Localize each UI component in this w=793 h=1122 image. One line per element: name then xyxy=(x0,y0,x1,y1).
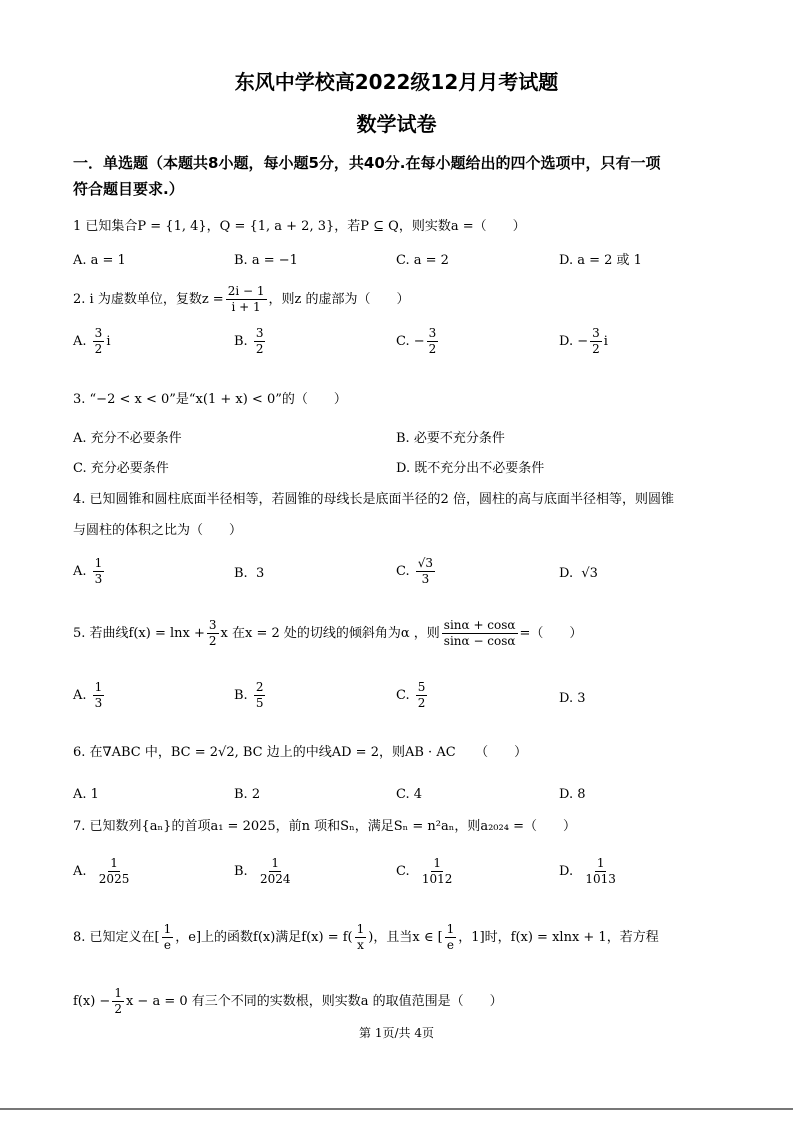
question-1-stem: 1 已知集合P = {1, 4}，Q = {1, a + 2, 3}，若P ⊆ Q，则实数a =（ ） xyxy=(73,219,526,234)
question-2-fraction xyxy=(226,284,267,315)
question-5-stem-part-a: 5. 若曲线f(x) = lnx + xyxy=(73,626,205,641)
question-5-stem-part-b: x 在x = 2 处的切线的倾斜角为α ，则 xyxy=(220,626,440,641)
fraction-den: 2 xyxy=(114,1002,122,1016)
page-bottom-divider xyxy=(0,1108,793,1110)
option-suffix: i xyxy=(603,334,608,349)
option-label: C. xyxy=(396,564,410,579)
question-4-option-d xyxy=(559,565,598,583)
option-fraction xyxy=(416,680,428,711)
option-text: √3 xyxy=(581,566,598,581)
fraction-num: 3 xyxy=(208,618,217,632)
option-label: A. xyxy=(73,864,87,879)
question-2-stem-part-b: ，则z 的虚部为（ ） xyxy=(268,292,410,307)
option-text: 3 xyxy=(255,566,265,581)
question-2-option-d xyxy=(559,326,608,357)
option-label: A. xyxy=(73,334,87,349)
question-3-option-c: C. 充分必要条件 xyxy=(73,461,169,476)
question-7-option-b xyxy=(234,856,295,887)
question-6-option-a: A. 1 xyxy=(73,787,99,802)
option-fraction-num: 1 xyxy=(596,856,605,870)
question-3-stem: 3. “−2 < x < 0”是“x(1 + x) < 0”的（ ） xyxy=(73,392,347,407)
option-fraction-den: 1012 xyxy=(421,872,453,886)
question-6-option-c: C. 4 xyxy=(396,787,423,802)
question-1-option-b: B. a = −1 xyxy=(234,253,298,268)
option-fraction xyxy=(420,856,455,887)
fraction-den: e xyxy=(163,938,171,952)
question-2-stem xyxy=(73,284,409,315)
question-3-option-d: D. 既不充分出不必要条件 xyxy=(396,461,545,476)
question-5-fraction-1 xyxy=(207,618,219,649)
question-8-fraction-a xyxy=(162,922,174,953)
question-1-option-a: A. a = 1 xyxy=(73,253,126,268)
option-label: B. xyxy=(234,688,248,703)
option-label: B. xyxy=(234,566,248,581)
fraction-num: 1 xyxy=(163,922,172,936)
fraction-num: sinα + cosα xyxy=(443,618,516,632)
option-fraction-den: 3 xyxy=(421,572,430,586)
option-fraction-den: 5 xyxy=(255,696,264,710)
question-8-part-d: ，1]时，f(x) = xlnx + 1，若方程 xyxy=(458,930,659,945)
option-fraction xyxy=(93,680,105,711)
option-fraction-num: 3 xyxy=(255,326,264,340)
option-label: D. xyxy=(559,334,574,349)
option-label: D. xyxy=(559,691,574,706)
option-label: C. xyxy=(396,864,410,879)
question-2-option-a xyxy=(73,326,110,357)
question-2-fraction-den: i + 1 xyxy=(231,300,261,314)
option-fraction-num: 1 xyxy=(110,856,118,870)
question-2-option-b xyxy=(234,326,267,357)
option-label: A. xyxy=(73,564,87,579)
option-fraction-num: 3 xyxy=(592,326,600,340)
question-5-option-d xyxy=(559,690,586,708)
option-label: D. xyxy=(559,864,574,879)
question-1-option-c: C. a = 2 xyxy=(396,253,449,268)
exam-subtitle: 数学试卷 xyxy=(356,112,437,136)
question-4-stem-line1: 4. 已知圆锥和圆柱底面半径相等，若圆锥的母线长是底面半径的2 倍，圆柱的高与底面半径相等，则圆锥 xyxy=(73,492,674,507)
question-3-option-a: A. 充分不必要条件 xyxy=(73,431,182,446)
option-label: A. xyxy=(73,688,87,703)
option-suffix: i xyxy=(106,334,111,349)
option-fraction-num: 3 xyxy=(94,326,103,340)
question-8-line2-part-b: x − a = 0 有三个不同的实数根，则实数a 的取值范围是（ ） xyxy=(125,994,503,1009)
option-fraction-num: 1 xyxy=(94,680,103,694)
fraction-den: e xyxy=(446,938,455,952)
option-label: B. xyxy=(234,864,248,879)
fraction-num: 1 xyxy=(114,986,122,1000)
question-6-option-b: B. 2 xyxy=(234,787,261,802)
question-7-stem: 7. 已知数列{aₙ}的首项a₁ = 2025，前n 项和Sₙ，满足Sₙ = n²aₙ，则a₂₀₂₄ =（ ） xyxy=(73,819,576,834)
page-footer: 第 1页/共 4页 xyxy=(359,1026,434,1040)
question-2-fraction-num: 2i − 1 xyxy=(227,284,265,298)
question-8-fraction-d xyxy=(112,986,124,1017)
question-5-stem xyxy=(73,618,582,649)
option-fraction-num: √3 xyxy=(417,556,434,570)
option-text: 3 xyxy=(577,691,586,706)
question-8-fraction-c xyxy=(445,922,457,953)
option-prefix: − xyxy=(577,334,589,349)
option-fraction-den: 2 xyxy=(592,342,600,356)
option-fraction-num: 1 xyxy=(94,556,103,570)
option-fraction xyxy=(258,856,293,887)
option-label: D. xyxy=(559,566,574,581)
question-8-stem-line1 xyxy=(73,922,659,953)
question-4-option-a xyxy=(73,556,106,587)
fraction-den: 2 xyxy=(208,634,217,648)
question-5-option-b xyxy=(234,680,267,711)
question-4-stem-line2: 与圆柱的体积之比为（ ） xyxy=(73,523,243,538)
section-heading xyxy=(73,150,733,202)
option-fraction xyxy=(583,856,618,887)
question-5-option-c xyxy=(396,680,429,711)
question-8-stem-line2 xyxy=(73,986,503,1017)
question-8-line2-part-a: f(x) − xyxy=(73,994,111,1009)
option-label: C. xyxy=(396,688,410,703)
fraction-num: 1 xyxy=(356,922,365,936)
question-8-part-b: ，e]上的函数f(x)满足f(x) = f( xyxy=(175,930,353,945)
option-fraction xyxy=(93,556,105,587)
option-prefix: − xyxy=(413,334,425,349)
option-fraction xyxy=(254,326,266,357)
question-5-stem-part-c: =（ ） xyxy=(519,626,583,641)
question-8-fraction-b xyxy=(355,922,367,953)
exam-title: 东风中学校高2022级12月月考试题 xyxy=(234,70,559,94)
option-fraction-num: 5 xyxy=(417,680,426,694)
question-2-stem-part-a: 2. i 为虚数单位，复数z = xyxy=(73,292,224,307)
option-fraction-num: 3 xyxy=(428,326,437,340)
option-fraction xyxy=(97,856,132,887)
option-fraction-den: 2 xyxy=(428,342,437,356)
question-2-option-c xyxy=(396,326,440,357)
question-6-option-d: D. 8 xyxy=(559,787,586,802)
question-5-fraction-2 xyxy=(442,618,518,649)
question-1-option-d: D. a = 2 或 1 xyxy=(559,253,642,268)
option-fraction-den: 3 xyxy=(94,572,103,586)
question-8-part-a: 8. 已知定义在[ xyxy=(73,930,160,945)
option-fraction-num: 1 xyxy=(271,856,280,870)
question-7-option-c xyxy=(396,856,456,887)
section-heading-line2: 符合题目要求.） xyxy=(73,180,184,198)
question-8-part-c: )，且当x ∈ [ xyxy=(368,930,443,945)
option-fraction-den: 2 xyxy=(255,342,264,356)
option-fraction-num: 1 xyxy=(433,856,441,870)
option-fraction xyxy=(254,680,266,711)
question-6-stem: 6. 在∇ABC 中，BC = 2√2, BC 边上的中线AD = 2，则AB · AC （ ） xyxy=(73,745,528,760)
question-5-option-a xyxy=(73,680,106,711)
question-4-option-c xyxy=(396,556,437,587)
option-fraction xyxy=(93,326,105,357)
option-fraction-den: 3 xyxy=(94,696,103,710)
option-fraction-den: 1013 xyxy=(585,872,616,886)
question-7-option-a xyxy=(73,856,133,887)
question-7-option-d xyxy=(559,856,620,887)
option-fraction xyxy=(416,556,435,587)
question-3-option-b: B. 必要不充分条件 xyxy=(396,431,505,446)
option-label: C. xyxy=(396,334,410,349)
option-fraction-num: 2 xyxy=(255,680,264,694)
option-fraction-den: 2 xyxy=(417,696,426,710)
fraction-den: x xyxy=(357,938,364,952)
fraction-den: sinα − cosα xyxy=(443,634,516,648)
option-fraction xyxy=(590,326,602,357)
option-label: B. xyxy=(234,334,248,349)
option-fraction-den: 2024 xyxy=(259,872,291,886)
option-fraction-den: 2 xyxy=(94,342,103,356)
option-fraction xyxy=(427,326,439,357)
fraction-num: 1 xyxy=(446,922,455,936)
option-fraction-den: 2025 xyxy=(98,872,130,886)
question-4-option-b xyxy=(234,565,264,583)
section-heading-line1: 一．单选题（本题共8小题，每小题5分，共40分.在每小题给出的四个选项中，只有一项 xyxy=(73,154,661,172)
